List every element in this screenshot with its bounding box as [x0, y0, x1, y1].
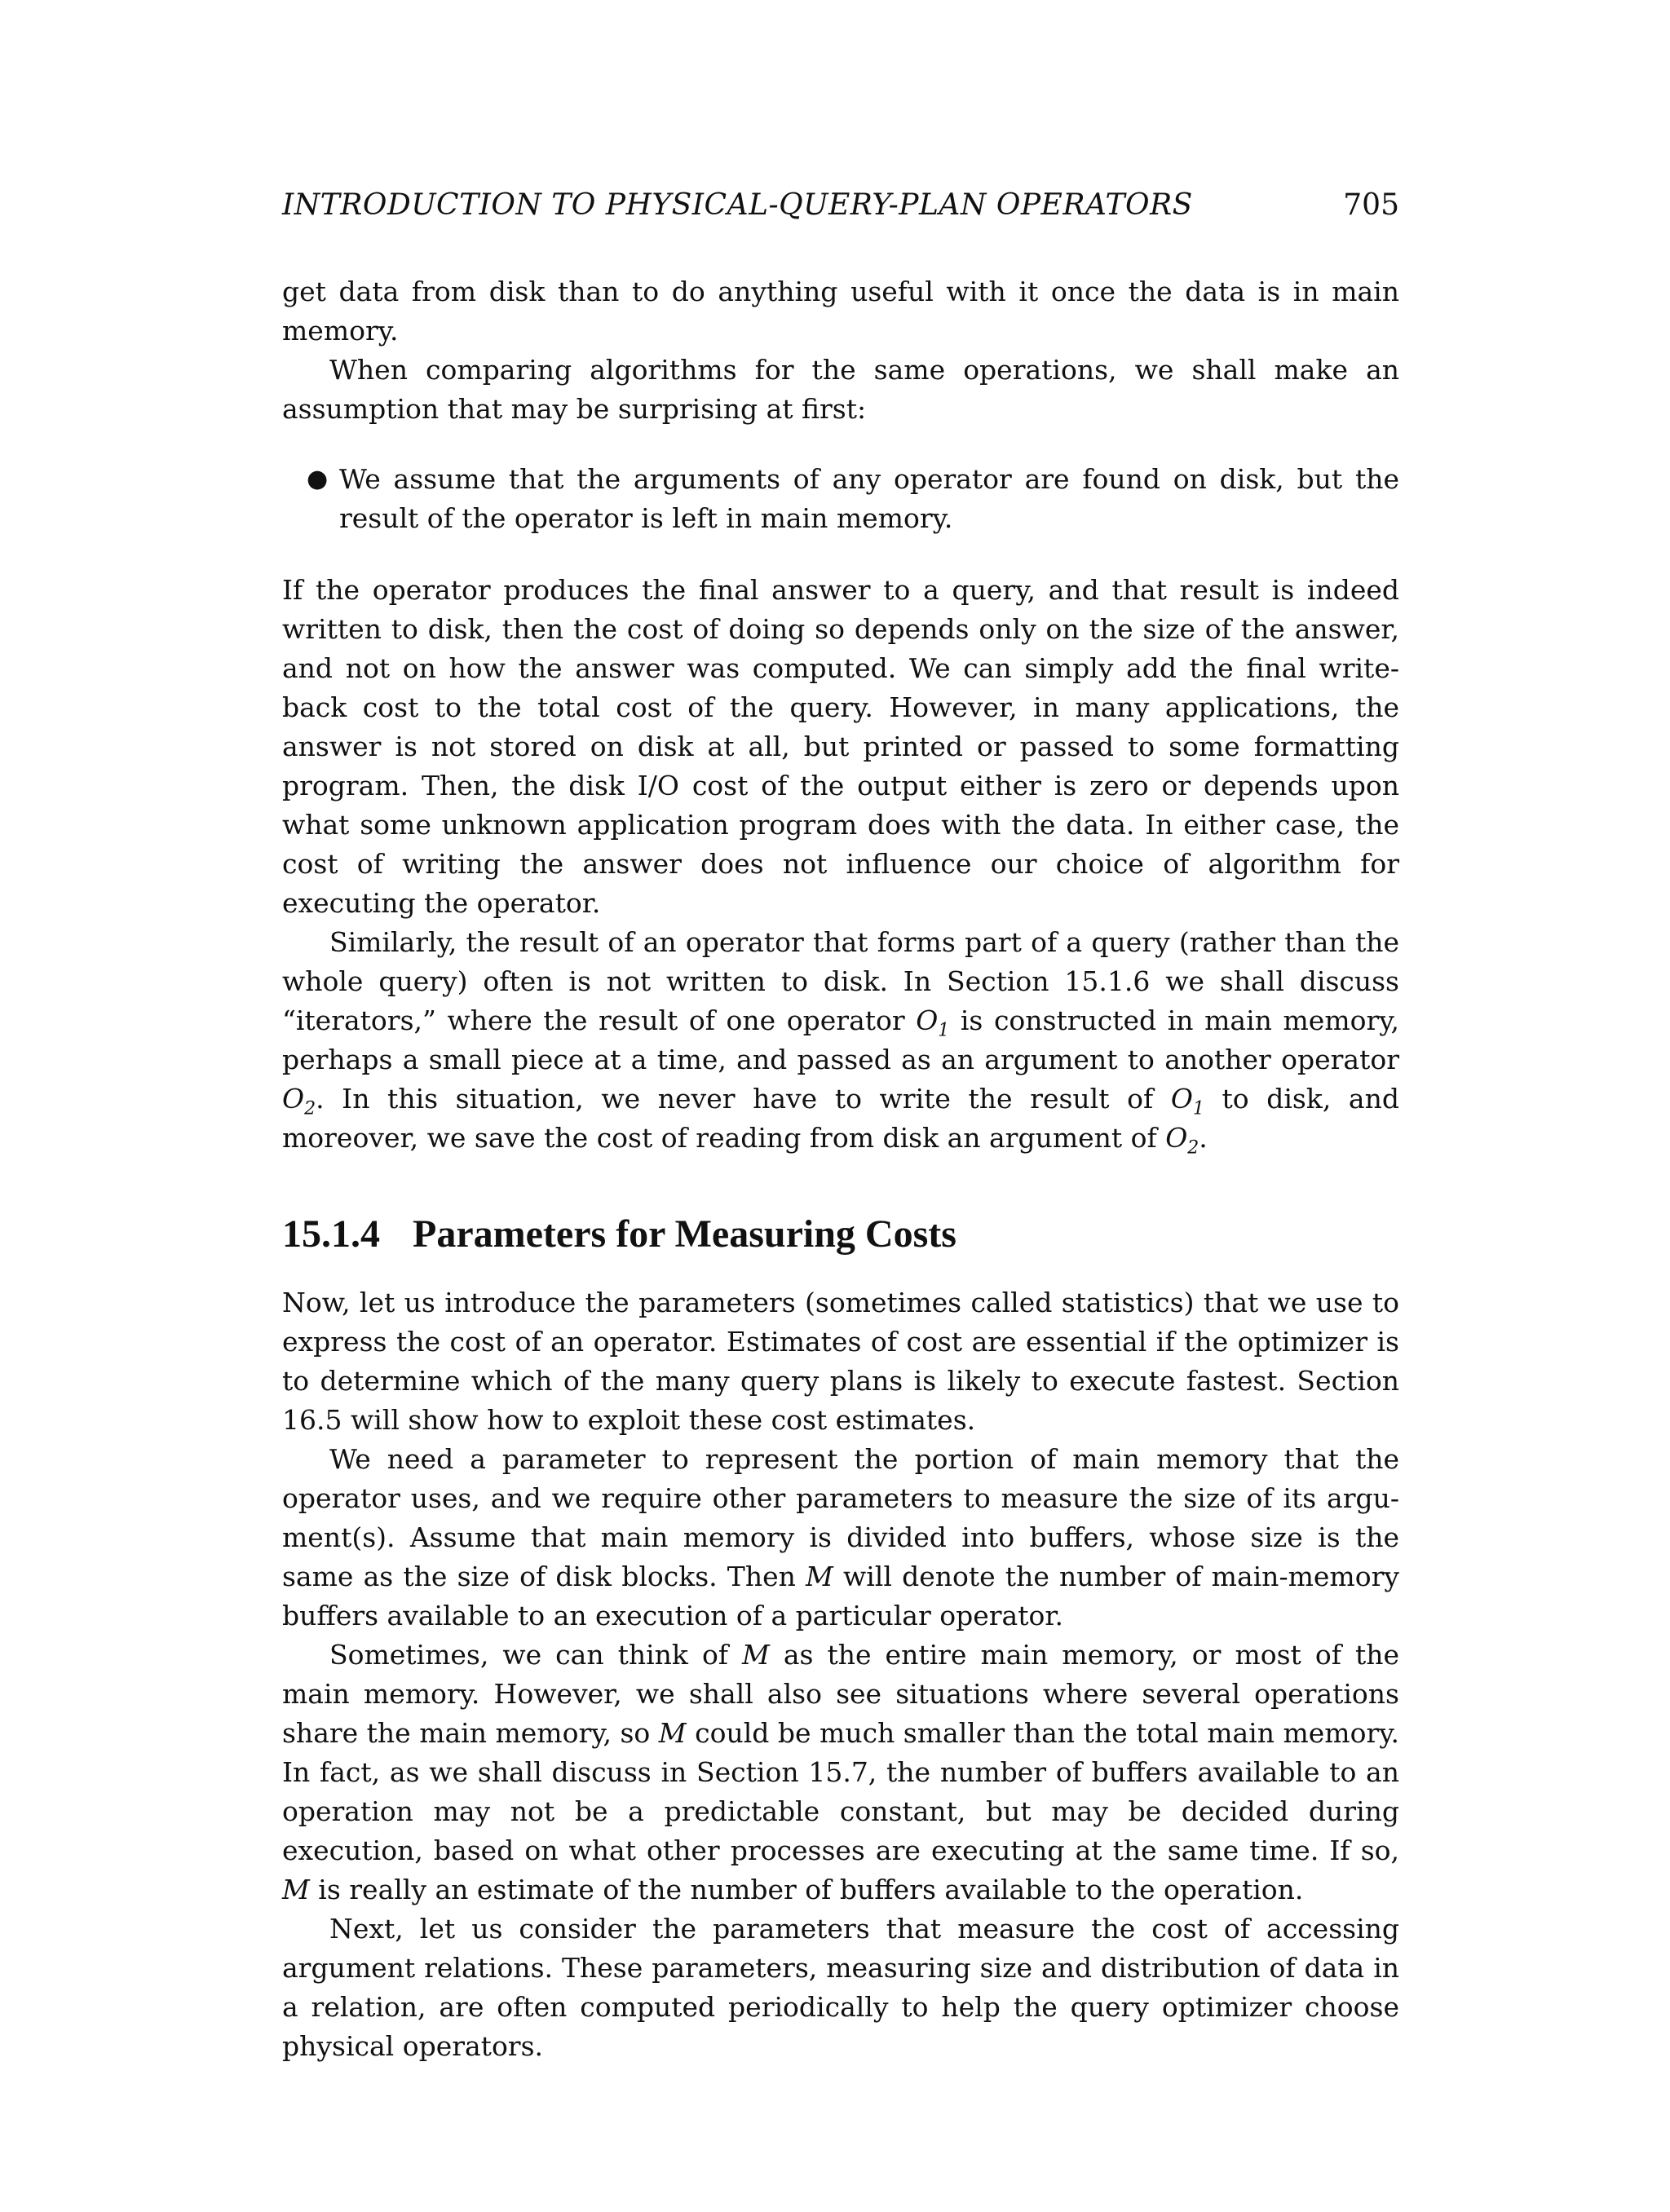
text-run: as the entire main memory, or most of the main memory. However, we shall also see situations where several operations share the main memory, so	[282, 1639, 1399, 1749]
paragraph-iterators	[282, 923, 1399, 1158]
page-number: 705	[1343, 188, 1399, 222]
math-O1	[1170, 1083, 1204, 1119]
text-run: We need a parameter to represent the portion of main memory that the operator uses, and we require other parameters to measure the size of its argument(s). Assume that main memory is divided into buffers, whose size is the same as the size of disk blocks. Then	[282, 1443, 1399, 1592]
math-M: M	[742, 1639, 770, 1671]
math-M: M	[282, 1874, 310, 1905]
bullet-icon: ●	[307, 465, 329, 493]
math-O1	[916, 1004, 950, 1041]
paragraph-memory-parameter	[282, 1440, 1399, 1636]
math-subscript: 2	[1187, 1137, 1199, 1159]
paragraph-parameters-intro: Now, let us introduce the parameters (sometimes called statistics) that we use to express the cost of an operator. Estimates of cost are essential if the optimizer is to determine which of the many query plans is likely to execute fastest. Section 16.5 will show how to exploit these cost estimates.	[282, 1287, 1399, 1436]
text-run: .	[1199, 1122, 1208, 1154]
paragraph-final-answer: If the operator produces the final answer to a query, and that result is indeed written to disk, then the cost of doing so depends only on the size of the answer, and not on how the answer was computed. We can simply add the final write-back cost to the total cost of the query. However, in many applications, the answer is not stored on disk at all, but printed or passed to some formatting program. Then, the disk I/O cost of the output either is zero or depends upon what some unknown application program does with the data. In either case, the cost of writing the answer does not influence our choice of algorithm for executing the operator.	[282, 574, 1399, 919]
list-item	[307, 460, 1399, 538]
math-symbol: O	[1165, 1122, 1188, 1154]
text-run: to disk, and moreover, we save the cost of reading from disk an argument of	[282, 1083, 1399, 1154]
math-symbol: O	[282, 1083, 305, 1115]
text-run: could be much smaller than the total main memory. In fact, as we shall discuss in Section 15.7, the number of buffers available to an operation may not be a predictable constant, but may be decided during execution, based on what other processes are executing at the same time. If so,	[282, 1717, 1399, 1866]
book-page	[282, 186, 1399, 2066]
math-symbol: O	[916, 1004, 939, 1036]
assumption-list	[282, 460, 1399, 538]
paragraph-M-discussion	[282, 1636, 1399, 1910]
math-O2	[282, 1083, 316, 1119]
section-title: Parameters for Measuring Costs	[413, 1212, 956, 1256]
math-subscript: 1	[1192, 1098, 1204, 1119]
paragraph-argument-relations: Next, let us consider the parameters that measure the cost of accessing argument relations. These parameters, measuring size and distribution of data in a relation, are often computed periodically to help the query optimizer choose physical operators.	[282, 1913, 1399, 2062]
running-title: INTRODUCTION TO PHYSICAL-QUERY-PLAN OPERATORS	[282, 188, 1193, 222]
text-run: . In this situation, we never have to write the result of	[316, 1083, 1171, 1115]
math-symbol: O	[1170, 1083, 1193, 1115]
list-item-text: We assume that the arguments of any operator are found on disk, but the result of the operator is left in main memory.	[339, 463, 1399, 534]
math-M: M	[658, 1717, 687, 1749]
paragraph-comparing-algorithms: When comparing algorithms for the same operations, we shall make an assumption that may be surprising at first:	[282, 354, 1399, 425]
text-run: Similarly, the result of an operator that forms part of a query (rather than the whole query) often is not written to disk. In Section 15.1.6 we shall discuss “iterators,” where the result of one operator	[282, 926, 1399, 1036]
math-subscript: 1	[938, 1020, 950, 1041]
text-run: is constructed in main memory, perhaps a small piece at a time, and passed as an argument to another operator	[282, 1004, 1400, 1075]
text-run: Sometimes, we can think of	[329, 1639, 743, 1671]
text-run: is really an estimate of the number of buffers available to the operation.	[309, 1874, 1304, 1905]
math-M: M	[806, 1561, 833, 1592]
paragraph-continuation: get data from disk than to do anything useful with it once the data is in main memory.	[282, 276, 1399, 347]
running-header	[282, 186, 1399, 225]
math-O2	[1165, 1122, 1199, 1159]
math-subscript: 2	[304, 1098, 316, 1119]
section-number: 15.1.4	[282, 1212, 380, 1256]
text-run: will denote the number of main-memory buffers available to an execution of a particular operator.	[282, 1561, 1399, 1631]
section-heading	[282, 1210, 1399, 1259]
